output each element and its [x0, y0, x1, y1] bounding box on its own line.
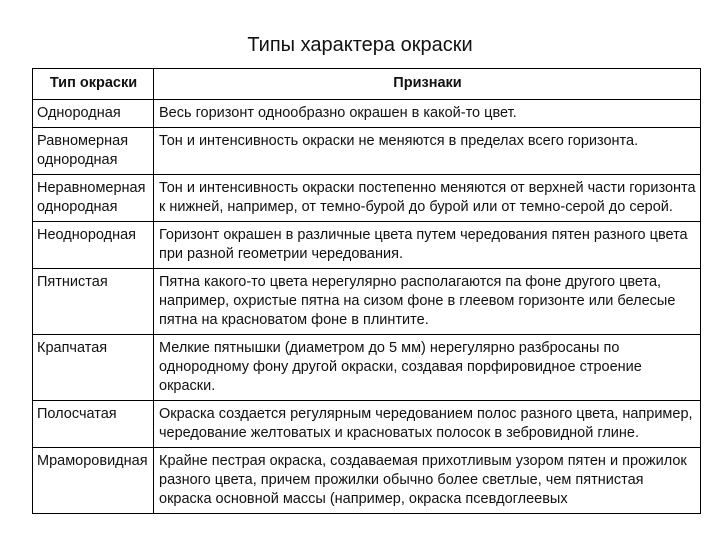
color-types-table [32, 68, 701, 514]
table-row [33, 335, 701, 401]
row-desc: Крайне пестрая окраска, создаваемая прихотливым узором пятен и прожилок разного цвета, причем прожилки обычно более светлые, чем пятнистая окраска основной массы (например, окраска псевдоглеевых [154, 448, 701, 514]
row-type: Крапчатая [33, 335, 154, 401]
table-row [33, 175, 701, 222]
header-type: Тип окраски [33, 69, 154, 100]
table-row [33, 448, 701, 514]
table-row [33, 100, 701, 128]
table-row [33, 401, 701, 448]
table-row [33, 222, 701, 269]
row-desc: Весь горизонт однообразно окрашен в какой-то цвет. [154, 100, 701, 128]
row-type: Пятнистая [33, 269, 154, 335]
row-type: Неоднородная [33, 222, 154, 269]
header-features: Признаки [154, 69, 701, 100]
row-type: Равномерная однородная [33, 128, 154, 175]
row-type: Полосчатая [33, 401, 154, 448]
row-desc: Пятна какого-то цвета нерегулярно располагаются па фоне другого цвета, например, охристые пятна на сизом фоне в глеевом горизонте или белесые пятна на красноватом фоне в плинтите. [154, 269, 701, 335]
table-row [33, 128, 701, 175]
table-header-row [33, 69, 701, 100]
row-type: Мраморовидная [33, 448, 154, 514]
row-desc: Мелкие пятнышки (диаметром до 5 мм) нерегулярно разбросаны по однородному фону другой окраски, создавая порфировидное строение окраски. [154, 335, 701, 401]
row-desc: Горизонт окрашен в различные цвета путем чередования пятен разного цвета при разной геометрии чередования. [154, 222, 701, 269]
table-row [33, 269, 701, 335]
row-desc: Тон и интенсивность окраски постепенно меняются от верхней части горизонта к нижней, например, от темно-бурой до бурой или от темно-серой до серой. [154, 175, 701, 222]
row-desc: Окраска создается регулярным чередованием полос разного цвета, например, чередование желтоватых и красноватых полосок в зебровидной глине. [154, 401, 701, 448]
page-title: Типы характера окраски [247, 34, 473, 56]
row-type: Неравномерная однородная [33, 175, 154, 222]
row-desc: Тон и интенсивность окраски не меняются в пределах всего горизонта. [154, 128, 701, 175]
row-type: Однородная [33, 100, 154, 128]
